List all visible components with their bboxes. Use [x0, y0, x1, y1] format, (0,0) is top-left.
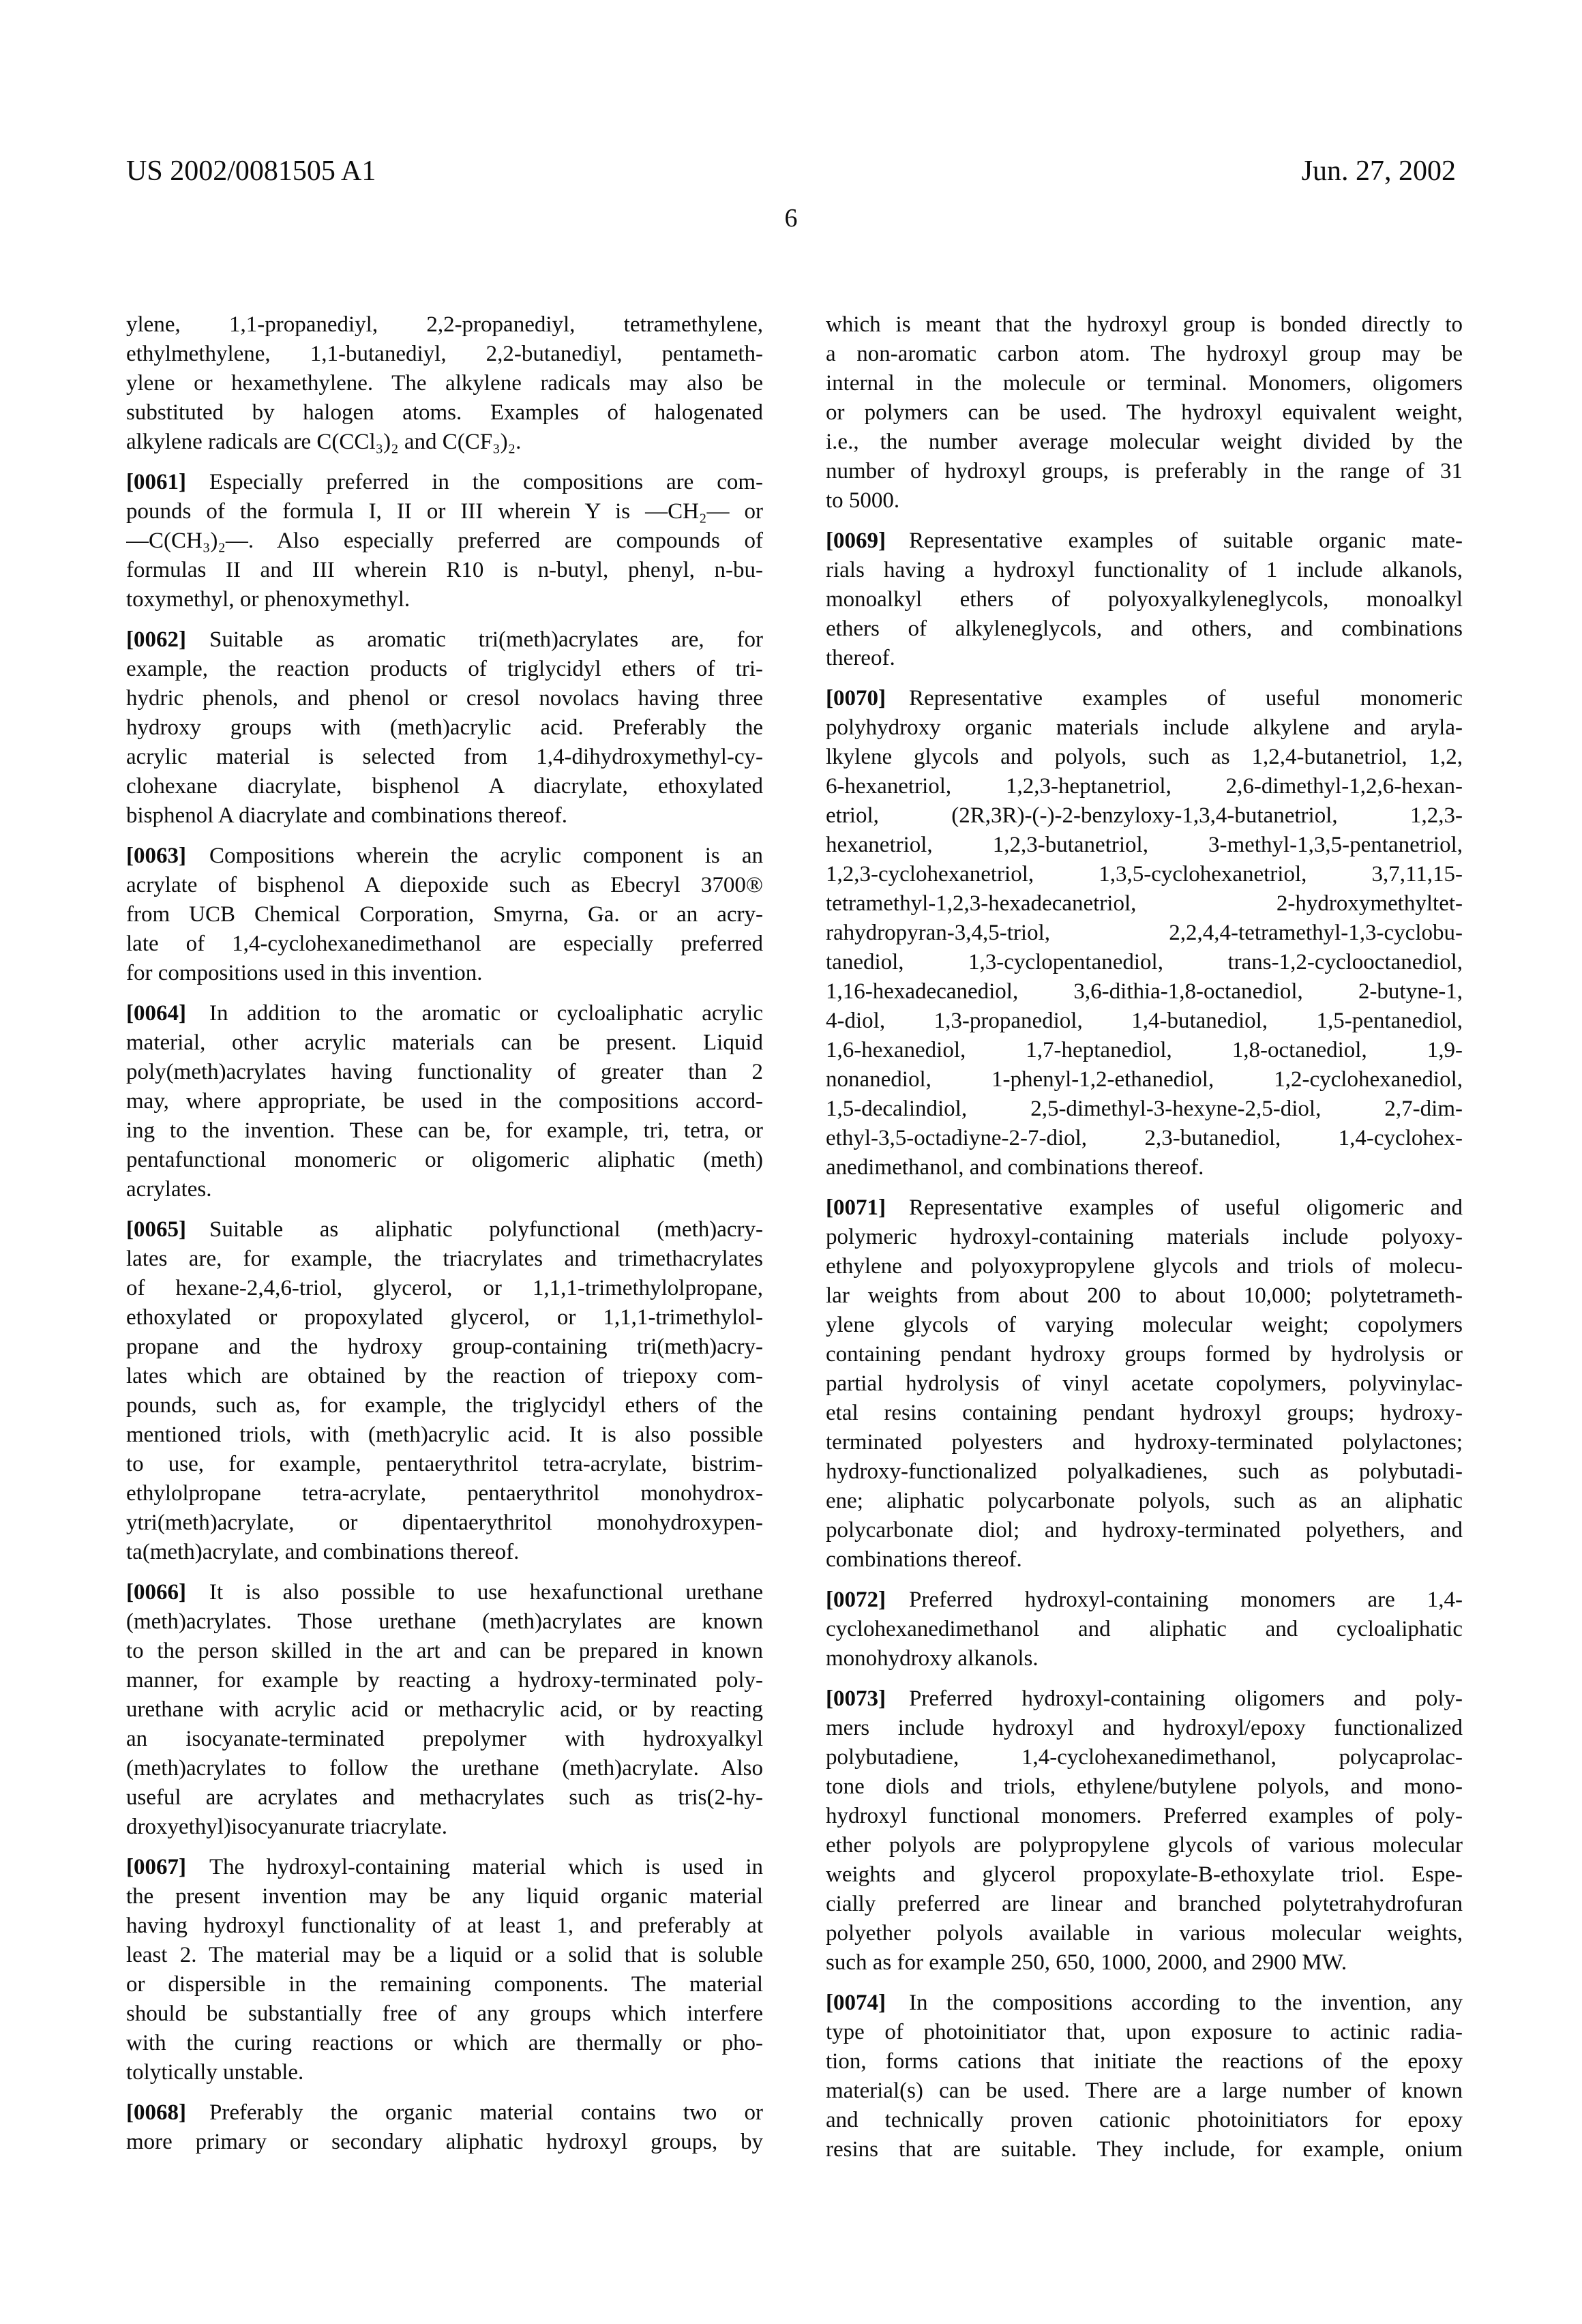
- text-line: should be substantially free of any groups which interfere: [126, 2001, 763, 2026]
- text-line: internal in the molecule or terminal. Monomers, oligomers: [826, 371, 1463, 396]
- text-line: or dispersible in the remaining components. The material: [126, 1972, 763, 1997]
- paragraph: [126, 625, 763, 831]
- text-line: lates are, for example, the triacrylates and trimethacrylates: [126, 1247, 763, 1271]
- paragraph: [826, 1585, 1463, 1673]
- text-line: lkylene glycols and polyols, such as 1,2,4-butanetriol, 1,2,: [826, 745, 1463, 769]
- paragraph: [126, 1215, 763, 1567]
- text-line: resins that are suitable. They include, for example, onium: [826, 2137, 1463, 2162]
- text-line: ethylmethylene, 1,1-butanediyl, 2,2-butanediyl, pentameth-: [126, 342, 763, 366]
- text-line: type of photoinitiator that, upon exposure to actinic radia-: [826, 2020, 1463, 2044]
- text-line: material, other acrylic materials can be present. Liquid: [126, 1030, 763, 1055]
- text-line: hexanetriol, 1,2,3-butanetriol, 3-methyl-1,3,5-pentanetriol,: [826, 833, 1463, 857]
- text-line: [0067] The hydroxyl-containing material which is used in: [126, 1855, 763, 1879]
- text-line: monohydroxy alkanols.: [826, 1646, 1039, 1671]
- text-line: may, where appropriate, be used in the compositions accord-: [126, 1089, 763, 1114]
- text-line: thereof.: [826, 646, 895, 670]
- paragraph: [126, 1853, 763, 2087]
- right-text-column: [826, 310, 1463, 2164]
- text-line: anedimethanol, and combinations thereof.: [826, 1155, 1204, 1180]
- text-line: or polymers can be used. The hydroxyl equivalent weight,: [826, 400, 1463, 425]
- paragraph-number: [0070]: [826, 686, 886, 711]
- text-line: (meth)acrylates. Those urethane (meth)acrylates are known: [126, 1609, 763, 1634]
- text-line: toxymethyl, or phenoxymethyl.: [126, 587, 411, 612]
- text-line: a non-aromatic carbon atom. The hydroxyl group may be: [826, 342, 1463, 366]
- text-line: formulas II and III wherein R10 is n-butyl, phenyl, n-bu-: [126, 558, 763, 582]
- text-line: acrylate of bisphenol A diepoxide such as Ebecryl 3700®: [126, 873, 763, 897]
- text-line: [0071] Representative examples of useful oligomeric and: [826, 1195, 1463, 1220]
- text-line: —C(CH₃)₂—. Also especially preferred are compounds of: [126, 528, 763, 553]
- text-line: ethoxylated or propoxylated glycerol, or 1,1,1-trimethylol-: [126, 1305, 763, 1330]
- text-line: having hydroxyl functionality of at least 1, and preferably at: [126, 1913, 763, 1938]
- text-line: droxyethyl)isocyanurate triacrylate.: [126, 1815, 447, 1839]
- text-line: substituted by halogen atoms. Examples of halogenated: [126, 400, 763, 425]
- text-line: [0074] In the compositions according to the invention, any: [826, 1991, 1463, 2015]
- text-line: [0061] Especially preferred in the compositions are com-: [126, 470, 763, 494]
- text-line: ether polyols are polypropylene glycols of various molecular: [826, 1833, 1463, 1858]
- text-line: tolytically unstable.: [126, 2060, 304, 2085]
- text-line: ylene glycols of varying molecular weight; copolymers: [826, 1313, 1463, 1337]
- text-line: to use, for example, pentaerythritol tetra-acrylate, bistrim-: [126, 1452, 763, 1476]
- text-line: ing to the invention. These can be, for example, tri, tetra, or: [126, 1118, 763, 1143]
- text-line: [0072] Preferred hydroxyl-containing monomers are 1,4-: [826, 1588, 1463, 1612]
- text-line: pounds of the formula I, II or III wherein Y is —CH₂— or: [126, 499, 763, 524]
- paragraph: [126, 468, 763, 614]
- text-line: of hexane-2,4,6-triol, glycerol, or 1,1,1-trimethylolpropane,: [126, 1276, 763, 1300]
- text-line: such as for example 250, 650, 1000, 2000, and 2900 MW.: [826, 1950, 1347, 1975]
- text-line: [0068] Preferably the organic material contains two or: [126, 2100, 763, 2125]
- text-line: [0070] Representative examples of useful monomeric: [826, 686, 1463, 711]
- text-line: [0065] Suitable as aliphatic polyfunctional (meth)acry-: [126, 1217, 763, 1242]
- page-number: 6: [784, 204, 798, 233]
- text-line: hydric phenols, and phenol or cresol novolacs having three: [126, 686, 763, 711]
- text-line: propane and the hydroxy group-containing tri(meth)acry-: [126, 1335, 763, 1359]
- text-line: ta(meth)acrylate, and combinations thereof.: [126, 1540, 520, 1564]
- text-line: [0066] It is also possible to use hexafunctional urethane: [126, 1580, 763, 1605]
- text-line: etriol, (2R,3R)-(-)-2-benzyloxy-1,3,4-butanetriol, 1,2,3-: [826, 803, 1463, 828]
- text-line: ene; aliphatic polycarbonate polyols, such as an aliphatic: [826, 1489, 1463, 1513]
- text-line: acrylates.: [126, 1177, 212, 1202]
- text-line: ylene or hexamethylene. The alkylene radicals may also be: [126, 371, 763, 396]
- text-line: example, the reaction products of triglycidyl ethers of tri-: [126, 657, 763, 681]
- publication-date: Jun. 27, 2002: [1301, 155, 1456, 187]
- text-line: acrylic material is selected from 1,4-dihydroxymethyl-cy-: [126, 745, 763, 769]
- text-line: [0064] In addition to the aromatic or cycloaliphatic acrylic: [126, 1001, 763, 1026]
- paragraph-number: [0068]: [126, 2100, 186, 2125]
- text-line: which is meant that the hydroxyl group is bonded directly to: [826, 312, 1463, 337]
- paragraph: [826, 526, 1463, 673]
- text-line: bisphenol A diacrylate and combinations thereof.: [126, 803, 567, 828]
- paragraph-number: [0067]: [126, 1855, 186, 1879]
- text-line: weights and glycerol propoxylate-B-ethoxylate triol. Espe-: [826, 1862, 1463, 1887]
- left-text-column: [126, 310, 763, 2157]
- text-line: rahydropyran-3,4,5-triol, 2,2,4,4-tetramethyl-1,3-cyclobu-: [826, 921, 1463, 945]
- page-header: [126, 155, 1456, 187]
- text-line: late of 1,4-cyclohexanedimethanol are especially preferred: [126, 932, 763, 956]
- text-line: pounds, such as, for example, the triglycidyl ethers of the: [126, 1393, 763, 1418]
- text-line: lates which are obtained by the reaction of triepoxy com-: [126, 1364, 763, 1388]
- paragraph-number: [0071]: [826, 1195, 886, 1220]
- text-line: etal resins containing pendant hydroxyl groups; hydroxy-: [826, 1401, 1463, 1425]
- text-line: (meth)acrylates to follow the urethane (meth)acrylate. Also: [126, 1756, 763, 1781]
- text-line: combinations thereof.: [826, 1547, 1022, 1572]
- paragraph: [126, 2098, 763, 2157]
- text-line: the present invention may be any liquid organic material: [126, 1884, 763, 1909]
- text-line: 1,6-hexanediol, 1,7-heptanediol, 1,8-octanediol, 1,9-: [826, 1038, 1463, 1062]
- text-line: containing pendant hydroxy groups formed by hydrolysis or: [826, 1342, 1463, 1367]
- text-line: [0069] Representative examples of suitable organic mate-: [826, 528, 1463, 553]
- text-line: polyhydroxy organic materials include alkylene and aryla-: [826, 715, 1463, 740]
- text-line: 1,16-hexadecanediol, 3,6-dithia-1,8-octanediol, 2-butyne-1,: [826, 979, 1463, 1004]
- paragraph-number: [0069]: [826, 528, 886, 553]
- paragraph-number: [0063]: [126, 844, 186, 868]
- text-line: pentafunctional monomeric or oligomeric aliphatic (meth): [126, 1148, 763, 1172]
- paragraph-number: [0064]: [126, 1001, 186, 1026]
- text-line: tanediol, 1,3-cyclopentanediol, trans-1,2-cyclooctanediol,: [826, 950, 1463, 974]
- text-line: 4-diol, 1,3-propanediol, 1,4-butanediol, 1,5-pentanediol,: [826, 1009, 1463, 1033]
- text-line: hydroxy-functionalized polyalkadienes, such as polybutadi-: [826, 1459, 1463, 1484]
- text-line: mentioned triols, with (meth)acrylic acid. It is also possible: [126, 1422, 763, 1447]
- paragraph: [126, 310, 763, 457]
- paragraph-number: [0066]: [126, 1580, 186, 1605]
- text-line: with the curing reactions or which are thermally or pho-: [126, 2031, 763, 2055]
- text-line: ylene, 1,1-propanediyl, 2,2-propanediyl, tetramethylene,: [126, 312, 763, 337]
- paragraph-number: [0065]: [126, 1217, 186, 1242]
- paragraph: [826, 1988, 1463, 2164]
- text-line: to 5000.: [826, 488, 900, 513]
- text-line: mers include hydroxyl and hydroxyl/epoxy functionalized: [826, 1716, 1463, 1740]
- text-line: lar weights from about 200 to about 10,000; polytetrameth-: [826, 1283, 1463, 1308]
- text-line: tion, forms cations that initiate the reactions of the epoxy: [826, 2049, 1463, 2074]
- text-line: polybutadiene, 1,4-cyclohexanedimethanol, polycaprolac-: [826, 1745, 1463, 1770]
- text-line: clohexane diacrylate, bisphenol A diacrylate, ethoxylated: [126, 774, 763, 799]
- text-line: polycarbonate diol; and hydroxy-terminated polyethers, and: [826, 1518, 1463, 1543]
- text-line: 1,2,3-cyclohexanetriol, 1,3,5-cyclohexanetriol, 3,7,11,15-: [826, 862, 1463, 887]
- text-line: [0073] Preferred hydroxyl-containing oligomers and poly-: [826, 1686, 1463, 1711]
- paragraph-number: [0061]: [126, 470, 186, 494]
- text-line: hydroxyl functional monomers. Preferred examples of poly-: [826, 1804, 1463, 1828]
- paragraph-number: [0072]: [826, 1588, 886, 1612]
- text-line: polyether polyols available in various molecular weights,: [826, 1921, 1463, 1946]
- paragraph: [826, 1193, 1463, 1575]
- paragraph: [826, 684, 1463, 1182]
- text-line: tetramethyl-1,2,3-hexadecanetriol, 2-hydroxymethyltet-: [826, 891, 1463, 916]
- text-line: monoalkyl ethers of polyoxyalkyleneglycols, monoalkyl: [826, 587, 1463, 612]
- paragraph-number: [0073]: [826, 1686, 886, 1711]
- text-line: urethane with acrylic acid or methacrylic acid, or by reacting: [126, 1697, 763, 1722]
- text-line: 6-hexanetriol, 1,2,3-heptanetriol, 2,6-dimethyl-1,2,6-hexan-: [826, 774, 1463, 799]
- paragraph: [126, 841, 763, 988]
- text-line: i.e., the number average molecular weight divided by the: [826, 430, 1463, 454]
- text-line: hydroxy groups with (meth)acrylic acid. Preferably the: [126, 715, 763, 740]
- text-line: ethyl-3,5-octadiyne-2-7-diol, 2,3-butanediol, 1,4-cyclohex-: [826, 1126, 1463, 1150]
- text-line: number of hydroxyl groups, is preferably in the range of 31: [826, 459, 1463, 483]
- text-line: cyclohexanedimethanol and aliphatic and cycloaliphatic: [826, 1617, 1463, 1641]
- text-line: to the person skilled in the art and can be prepared in known: [126, 1639, 763, 1663]
- text-line: for compositions used in this invention.: [126, 961, 483, 985]
- text-line: from UCB Chemical Corporation, Smyrna, Ga. or an acry-: [126, 902, 763, 927]
- text-line: manner, for example by reacting a hydroxy-terminated poly-: [126, 1668, 763, 1693]
- text-line: [0063] Compositions wherein the acrylic component is an: [126, 844, 763, 868]
- text-line: terminated polyesters and hydroxy-terminated polylactones;: [826, 1430, 1463, 1455]
- text-line: an isocyanate-terminated prepolymer with hydroxyalkyl: [126, 1727, 763, 1751]
- text-line: ethers of alkyleneglycols, and others, and combinations: [826, 616, 1463, 641]
- text-line: nonanediol, 1-phenyl-1,2-ethanediol, 1,2-cyclohexanediol,: [826, 1067, 1463, 1092]
- text-line: and technically proven cationic photoinitiators for epoxy: [826, 2108, 1463, 2132]
- text-line: polymeric hydroxyl-containing materials include polyoxy-: [826, 1225, 1463, 1249]
- paragraph-number: [0074]: [826, 1991, 886, 2015]
- text-line: least 2. The material may be a liquid or a solid that is soluble: [126, 1943, 763, 1967]
- text-line: alkylene radicals are C(CCl₃)₂ and C(CF₃)₂.: [126, 430, 522, 454]
- paragraph-number: [0062]: [126, 627, 186, 652]
- text-line: cially preferred are linear and branched polytetrahydrofuran: [826, 1892, 1463, 1916]
- document-number: US 2002/0081505 A1: [126, 155, 376, 187]
- text-line: ethylene and polyoxypropylene glycols and triols of molecu-: [826, 1254, 1463, 1279]
- text-line: more primary or secondary aliphatic hydroxyl groups, by: [126, 2130, 763, 2154]
- text-line: tone diols and triols, ethylene/butylene polyols, and mono-: [826, 1774, 1463, 1799]
- text-line: poly(meth)acrylates having functionality of greater than 2: [126, 1060, 763, 1084]
- text-line: ethylolpropane tetra-acrylate, pentaerythritol monohydrox-: [126, 1481, 763, 1506]
- text-line: 1,5-decalindiol, 2,5-dimethyl-3-hexyne-2,5-diol, 2,7-dim-: [826, 1097, 1463, 1121]
- paragraph: [126, 1578, 763, 1842]
- text-line: rials having a hydroxyl functionality of 1 include alkanols,: [826, 558, 1463, 582]
- text-line: useful are acrylates and methacrylates such as tris(2-hy-: [126, 1785, 763, 1810]
- text-line: material(s) can be used. There are a large number of known: [826, 2079, 1463, 2103]
- paragraph: [826, 310, 1463, 516]
- text-line: ytri(meth)acrylate, or dipentaerythritol monohydroxypen-: [126, 1510, 763, 1535]
- paragraph: [126, 999, 763, 1204]
- text-line: partial hydrolysis of vinyl acetate copolymers, polyvinylac-: [826, 1371, 1463, 1396]
- text-line: [0062] Suitable as aromatic tri(meth)acrylates are, for: [126, 627, 763, 652]
- paragraph: [826, 1684, 1463, 1978]
